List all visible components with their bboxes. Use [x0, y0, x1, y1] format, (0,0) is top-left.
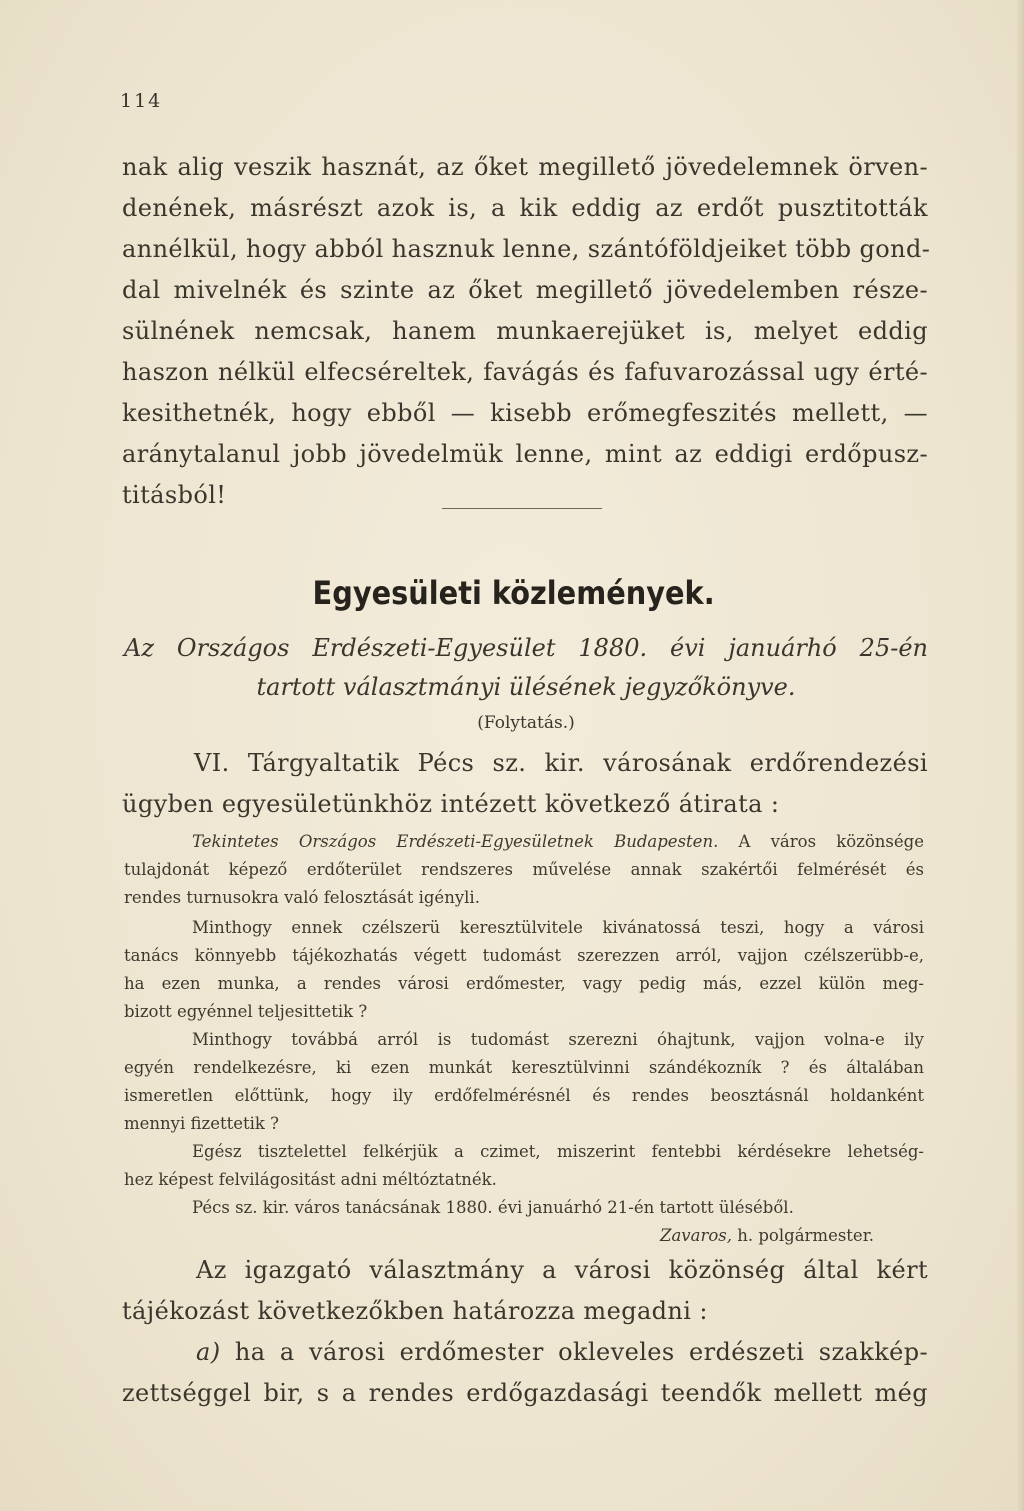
text-line: nak alig veszik hasznát, az őket megillető jövedelemnek örven- [122, 153, 928, 181]
letter-line: Minthogy ennek czélszerü keresztülvitele kivánatossá teszi, hogy a városi [192, 918, 924, 937]
text-line: Az igazgató választmány a városi közönség által kért [196, 1256, 928, 1284]
letter-closing: Pécs sz. kir. város tanácsának 1880. évi januárhó 21-én tartott üléséből. [192, 1198, 794, 1217]
text-line: sülnének nemcsak, hanem munkaerejüket is, melyet eddig [122, 317, 928, 345]
list-item-label: a) [196, 1338, 221, 1366]
section-separator [442, 508, 602, 509]
section-title: Egyesületi közlemények. [312, 574, 715, 612]
letter-line: bizott egyénnel teljesittetik ? [124, 1002, 368, 1021]
text-line [196, 1338, 928, 1366]
text-line: annélkül, hogy abból hasznuk lenne, szántóföldjeiket több gond- [122, 235, 931, 263]
text-line: dal mivelnék és szinte az őket megillető jövedelemben része- [122, 276, 928, 304]
letter-line: tulajdonát képező erdőterület rendszeres művelése annak szakértői felmérését és [124, 860, 924, 879]
letter-line: egyén rendelkezésre, ki ezen munkát keresztülvinni szándékozník ? és általában [124, 1058, 924, 1077]
letter-line: hez képest felvilágositást adni méltóztatnék. [124, 1170, 497, 1189]
letter-line: tanács könnyebb tájékozhatás végett tudomást szerezzen arról, vajjon czélszerübb-e, [124, 946, 924, 965]
text-line: kesithetnék, hogy ebből — kisebb erőmegfeszités mellett, — [122, 399, 928, 427]
continuation-note: (Folytatás.) [477, 713, 575, 733]
letter-line: ismeretlen előttünk, hogy ily erdőfelmérésnél és rendes beosztásnál holdanként [124, 1086, 924, 1105]
text-line: zettséggel bir, s a rendes erdőgazdasági teendők mellett még [122, 1379, 928, 1407]
letter-line: Minthogy továbbá arról is tudomást szerezni óhajtunk, vajjon volna-e ily [192, 1030, 924, 1049]
letter-line: rendes turnusokra való felosztását igényli. [124, 888, 480, 907]
letter-line: ha ezen munka, a rendes városi erdőmester, vagy pedig más, ezzel külön meg- [124, 974, 924, 993]
text-line: denének, másrészt azok is, a kik eddig az erdőt pusztitották [122, 194, 928, 222]
section-subtitle: tartott választmányi ülésének jegyzőkönyve. [256, 673, 796, 701]
text-line: ügyben egyesületünkhöz intézett következő átirata : [122, 790, 780, 818]
page-number: 114 [120, 90, 163, 112]
letter-line: Egész tisztelettel felkérjük a czimet, miszerint fentebbi kérdésekre lehetség- [192, 1142, 924, 1161]
letter-addressee: Tekintetes Országos Erdészeti-Egyesületnek Budapesten. [192, 832, 719, 851]
letter-text: A város közönsége [738, 832, 924, 851]
text-line: titásból! [122, 481, 227, 509]
signature-name: Zavaros, [660, 1226, 732, 1245]
section-subtitle: Az Országos Erdészeti-Egyesület 1880. évi januárhó 25-én [124, 634, 928, 662]
text-line: haszon nélkül elfecséreltek, favágás és fafuvarozással ugy érté- [122, 358, 928, 386]
signature-title: h. polgármester. [737, 1226, 875, 1245]
text-line: aránytalanul jobb jövedelmük lenne, mint az eddigi erdőpusz- [122, 440, 928, 468]
letter-line: mennyi fizettetik ? [124, 1114, 279, 1133]
letter-signature [660, 1226, 874, 1245]
text-line: tájékozást következőkben határozza megadni : [122, 1297, 708, 1325]
text-line: VI. Tárgyaltatik Pécs sz. kir. városának erdőrendezési [194, 749, 928, 777]
letter-line [192, 832, 924, 851]
list-item-text: ha a városi erdőmester okleveles erdészeti szakkép- [234, 1338, 929, 1366]
page-edge [1016, 0, 1024, 1511]
